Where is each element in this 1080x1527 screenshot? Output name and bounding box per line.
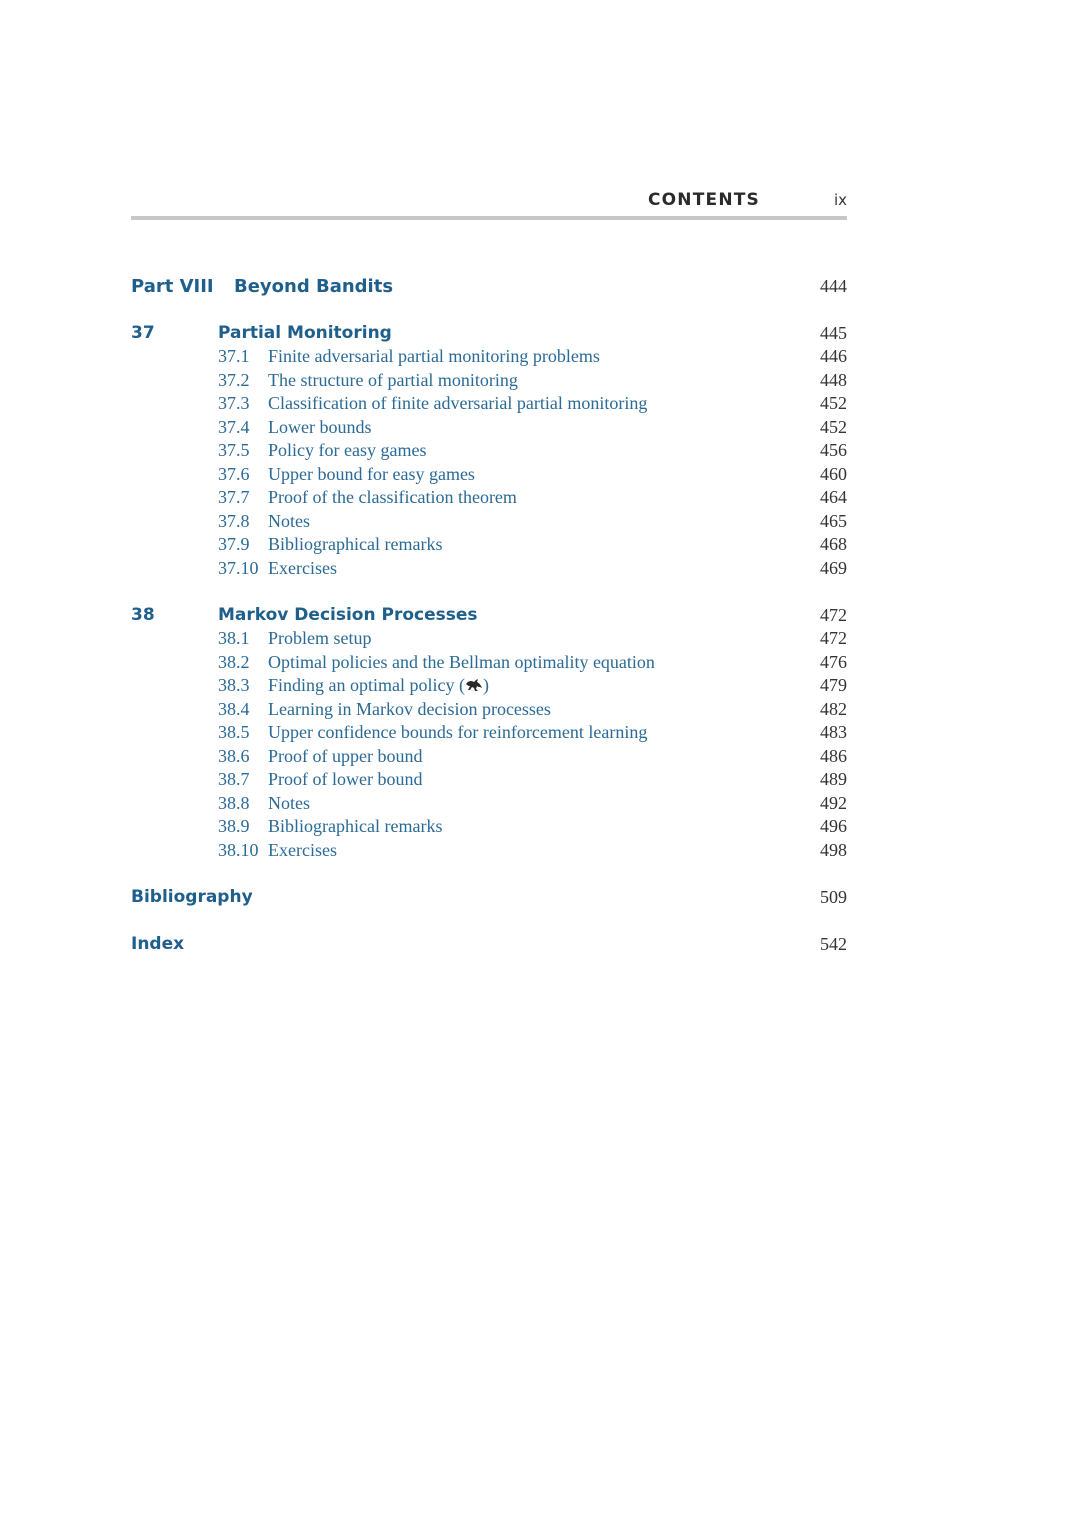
part-label: Part VIII (131, 276, 214, 297)
section-number: 38.3 (218, 675, 250, 695)
toc-section-37-7[interactable] (131, 487, 847, 511)
part-title: Beyond Bandits (234, 276, 394, 297)
section-page: 489 (820, 769, 847, 789)
section-number: 38.4 (218, 699, 250, 719)
section-title: Finite adversarial partial monitoring problems (268, 346, 600, 366)
running-head-title: CONTENTS (647, 190, 760, 210)
section-number: 38.1 (218, 628, 250, 648)
chapter-title: Partial Monitoring (218, 323, 392, 343)
section-page: 476 (820, 652, 847, 672)
section-number: 38.2 (218, 652, 250, 672)
section-title (268, 675, 489, 696)
toc-index[interactable] (131, 934, 847, 958)
toc-section-38-2[interactable] (131, 652, 847, 676)
section-number: 38.8 (218, 793, 250, 813)
toc-section-37-8[interactable] (131, 511, 847, 535)
section-page: 448 (820, 370, 847, 390)
section-title: The structure of partial monitoring (268, 370, 518, 390)
section-page: 498 (820, 840, 847, 860)
section-page: 469 (820, 558, 847, 578)
header-rule (131, 216, 847, 220)
section-page: 468 (820, 534, 847, 554)
running-head (131, 186, 847, 216)
section-number: 37.8 (218, 511, 250, 531)
section-title: Exercises (268, 840, 337, 860)
section-number: 38.9 (218, 816, 250, 836)
back-matter-title: Index (131, 934, 185, 954)
chapter-number: 38 (131, 605, 155, 625)
chapter-title: Markov Decision Processes (218, 605, 478, 625)
back-matter-title: Bibliography (131, 887, 253, 907)
section-title: Bibliographical remarks (268, 534, 443, 554)
section-number: 38.5 (218, 722, 250, 742)
toc-chapter-37[interactable] (131, 323, 847, 347)
section-title: Notes (268, 511, 310, 531)
section-number: 38.10 (218, 840, 259, 860)
section-title: Proof of lower bound (268, 769, 423, 789)
section-page: 452 (820, 393, 847, 413)
section-page: 482 (820, 699, 847, 719)
toc-section-37-9[interactable] (131, 534, 847, 558)
toc-section-37-5[interactable] (131, 440, 847, 464)
section-number: 37.4 (218, 417, 250, 437)
kangaroo-icon (465, 678, 483, 692)
toc-section-38-8[interactable] (131, 793, 847, 817)
section-number: 38.6 (218, 746, 250, 766)
toc-section-38-10[interactable] (131, 840, 847, 864)
section-page: 456 (820, 440, 847, 460)
section-page: 496 (820, 816, 847, 836)
section-page: 486 (820, 746, 847, 766)
toc-chapter-38[interactable] (131, 605, 847, 629)
section-title: Proof of upper bound (268, 746, 423, 766)
section-number: 37.6 (218, 464, 250, 484)
section-title: Problem setup (268, 628, 372, 648)
toc-section-38-9[interactable] (131, 816, 847, 840)
section-title: Upper confidence bounds for reinforcement learning (268, 722, 648, 742)
section-number: 38.7 (218, 769, 250, 789)
toc-bibliography[interactable] (131, 887, 847, 911)
section-page: 483 (820, 722, 847, 742)
toc-section-38-1[interactable] (131, 628, 847, 652)
section-page: 452 (820, 417, 847, 437)
section-title: Exercises (268, 558, 337, 578)
toc-section-37-6[interactable] (131, 464, 847, 488)
toc-section-37-10[interactable] (131, 558, 847, 582)
section-number: 37.10 (218, 558, 259, 578)
section-number: 37.7 (218, 487, 250, 507)
toc-part-entry[interactable] (131, 276, 847, 300)
section-page: 465 (820, 511, 847, 531)
toc-section-37-2[interactable] (131, 370, 847, 394)
section-title: Policy for easy games (268, 440, 427, 460)
section-title: Bibliographical remarks (268, 816, 443, 836)
toc-section-38-7[interactable] (131, 769, 847, 793)
toc-section-38-5[interactable] (131, 722, 847, 746)
section-title: Lower bounds (268, 417, 372, 437)
toc-section-38-6[interactable] (131, 746, 847, 770)
section-number: 37.5 (218, 440, 250, 460)
section-page: 446 (820, 346, 847, 366)
chapter-page: 472 (820, 605, 847, 625)
part-page: 444 (820, 276, 847, 296)
section-title: Proof of the classification theorem (268, 487, 517, 507)
back-matter-page: 542 (820, 934, 847, 954)
section-number: 37.2 (218, 370, 250, 390)
section-title: Learning in Markov decision processes (268, 699, 551, 719)
running-head-page-number: ix (833, 191, 847, 209)
section-title: Upper bound for easy games (268, 464, 475, 484)
section-title-text: Finding an optimal policy ( (268, 675, 465, 695)
toc-section-37-1[interactable] (131, 346, 847, 370)
chapter-number: 37 (131, 323, 155, 343)
chapter-page: 445 (820, 323, 847, 343)
section-title-suffix: ) (482, 675, 489, 695)
section-page: 460 (820, 464, 847, 484)
section-page: 472 (820, 628, 847, 648)
toc-section-37-3[interactable] (131, 393, 847, 417)
section-title: Classification of finite adversarial partial monitoring (268, 393, 648, 413)
section-title: Optimal policies and the Bellman optimality equation (268, 652, 655, 672)
section-number: 37.1 (218, 346, 250, 366)
section-title: Notes (268, 793, 310, 813)
toc-section-37-4[interactable] (131, 417, 847, 441)
toc-section-38-4[interactable] (131, 699, 847, 723)
section-page: 479 (820, 675, 847, 695)
section-number: 37.3 (218, 393, 250, 413)
section-page: 464 (820, 487, 847, 507)
section-number: 37.9 (218, 534, 250, 554)
back-matter-page: 509 (820, 887, 847, 907)
section-page: 492 (820, 793, 847, 813)
toc-section-38-3[interactable] (131, 675, 847, 699)
